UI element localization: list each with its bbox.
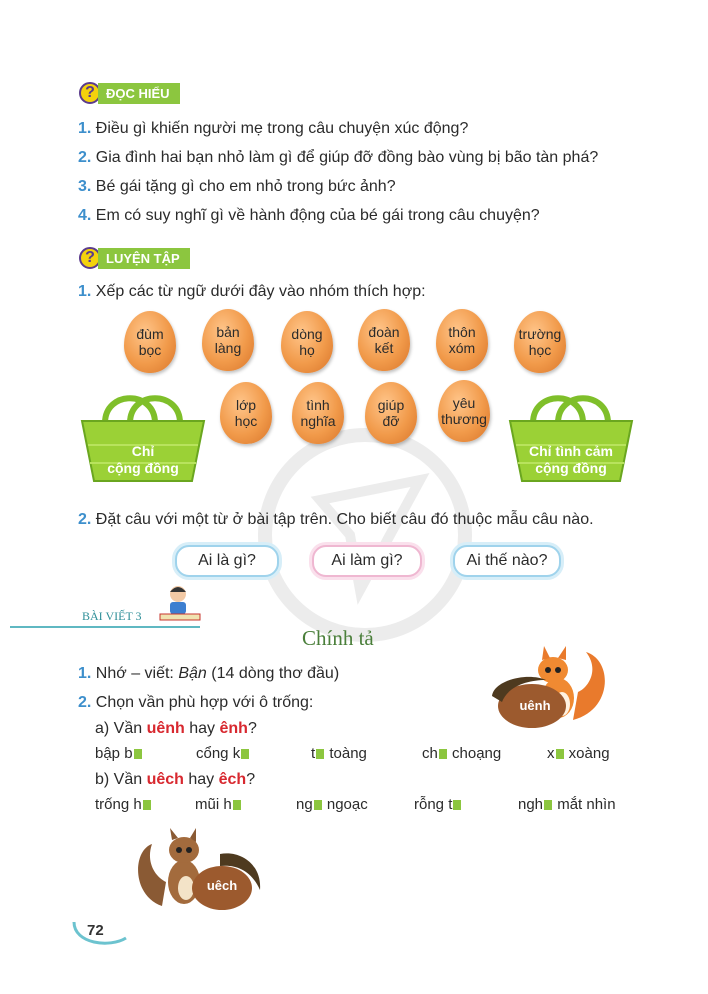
word-egg[interactable]: tình nghĩa bbox=[292, 382, 344, 444]
question-mark-icon: ? bbox=[79, 247, 101, 269]
basket-right[interactable] bbox=[508, 385, 634, 485]
section-header-doc-hieu bbox=[79, 80, 180, 106]
pattern-pill[interactable]: Ai là gì? bbox=[175, 545, 279, 577]
blank-box[interactable] bbox=[314, 800, 322, 810]
word-egg[interactable]: dòng họ bbox=[281, 311, 333, 373]
section-header-luyen-tap bbox=[79, 245, 190, 271]
blank-box[interactable] bbox=[556, 749, 564, 759]
acorn-label: uêch bbox=[206, 878, 238, 893]
acorn-label: uênh bbox=[519, 698, 551, 713]
blank-box[interactable] bbox=[233, 800, 241, 810]
exercise-2: 2. Đặt câu với một từ ở bài tập trên. Cho biết câu đó thuộc mẫu câu nào. bbox=[78, 511, 594, 528]
fill-word[interactable]: t toàng bbox=[311, 745, 367, 762]
word-egg[interactable]: yêu thương bbox=[438, 380, 490, 442]
fill-word[interactable]: rỗng t bbox=[414, 796, 462, 813]
fill-word[interactable]: mũi h bbox=[195, 796, 242, 813]
blank-box[interactable] bbox=[453, 800, 461, 810]
writing-item-2: 2. Chọn vần phù hợp với ô trống: bbox=[78, 694, 314, 711]
word-egg[interactable]: lớp học bbox=[220, 382, 272, 444]
basket-label-line: cộng đồng bbox=[535, 460, 607, 476]
acorn-uenh bbox=[488, 672, 570, 728]
fill-word[interactable]: ngh mắt nhìn bbox=[518, 796, 616, 813]
question-4: 4. Em có suy nghĩ gì về hành động của bé gái trong câu chuyện? bbox=[78, 207, 540, 224]
question-1: 1. Điều gì khiến người mẹ trong câu chuyện xúc động? bbox=[78, 120, 469, 137]
blank-box[interactable] bbox=[316, 749, 324, 759]
blank-box[interactable] bbox=[544, 800, 552, 810]
word-egg[interactable]: giúp đỡ bbox=[365, 382, 417, 444]
blank-box[interactable] bbox=[439, 749, 447, 759]
blank-box[interactable] bbox=[134, 749, 142, 759]
section-title: ĐỌC HIỂU bbox=[98, 83, 180, 104]
fill-word[interactable]: cổng k bbox=[196, 745, 250, 762]
basket-left[interactable] bbox=[80, 385, 206, 485]
fill-word[interactable]: ng ngoạc bbox=[296, 796, 368, 813]
question-2: 2. Gia đình hai bạn nhỏ làm gì để giúp đỡ đồng bào vùng bị bão tàn phá? bbox=[78, 149, 599, 166]
student-writing-icon bbox=[156, 584, 204, 624]
pattern-pill[interactable]: Ai làm gì? bbox=[312, 545, 422, 577]
blank-box[interactable] bbox=[143, 800, 151, 810]
fill-word[interactable]: bập b bbox=[95, 745, 143, 762]
basket-label-line: cộng đồng bbox=[107, 460, 179, 476]
page-title: Chính tả bbox=[302, 626, 374, 650]
question-mark-icon: ? bbox=[79, 82, 101, 104]
exercise-1: 1. Xếp các từ ngữ dưới đây vào nhóm thích hợp: bbox=[78, 283, 426, 300]
word-egg[interactable]: bản làng bbox=[202, 309, 254, 371]
part-a-prompt: a) Vần uênh hay ênh? bbox=[95, 720, 257, 737]
word-egg[interactable]: đùm bọc bbox=[124, 311, 176, 373]
lesson-label: BÀI VIẾT 3 bbox=[82, 609, 142, 623]
fill-word[interactable]: ch choạng bbox=[422, 745, 502, 762]
watermark-logo bbox=[250, 420, 480, 650]
section-title: LUYỆN TẬP bbox=[98, 248, 190, 269]
question-3: 3. Bé gái tặng gì cho em nhỏ trong bức ảnh? bbox=[78, 178, 396, 195]
basket-label-line: Chỉ tình cảm bbox=[528, 443, 613, 459]
divider bbox=[10, 626, 200, 628]
page-number: 72 bbox=[87, 922, 104, 939]
fill-word[interactable]: trống h bbox=[95, 796, 152, 813]
writing-item-1: 1. Nhớ – viết: Bận (14 dòng thơ đầu) bbox=[78, 665, 340, 682]
blank-box[interactable] bbox=[241, 749, 249, 759]
fill-word[interactable]: x xoàng bbox=[547, 745, 610, 762]
part-b-prompt: b) Vần uêch hay êch? bbox=[95, 771, 256, 788]
acorn-uech bbox=[190, 850, 266, 912]
basket-label-line: Chỉ bbox=[131, 443, 155, 459]
word-egg[interactable]: thôn xóm bbox=[436, 309, 488, 371]
word-egg[interactable]: trường học bbox=[514, 311, 566, 373]
pattern-pill[interactable]: Ai thế nào? bbox=[453, 545, 561, 577]
word-egg[interactable]: đoàn kết bbox=[358, 309, 410, 371]
